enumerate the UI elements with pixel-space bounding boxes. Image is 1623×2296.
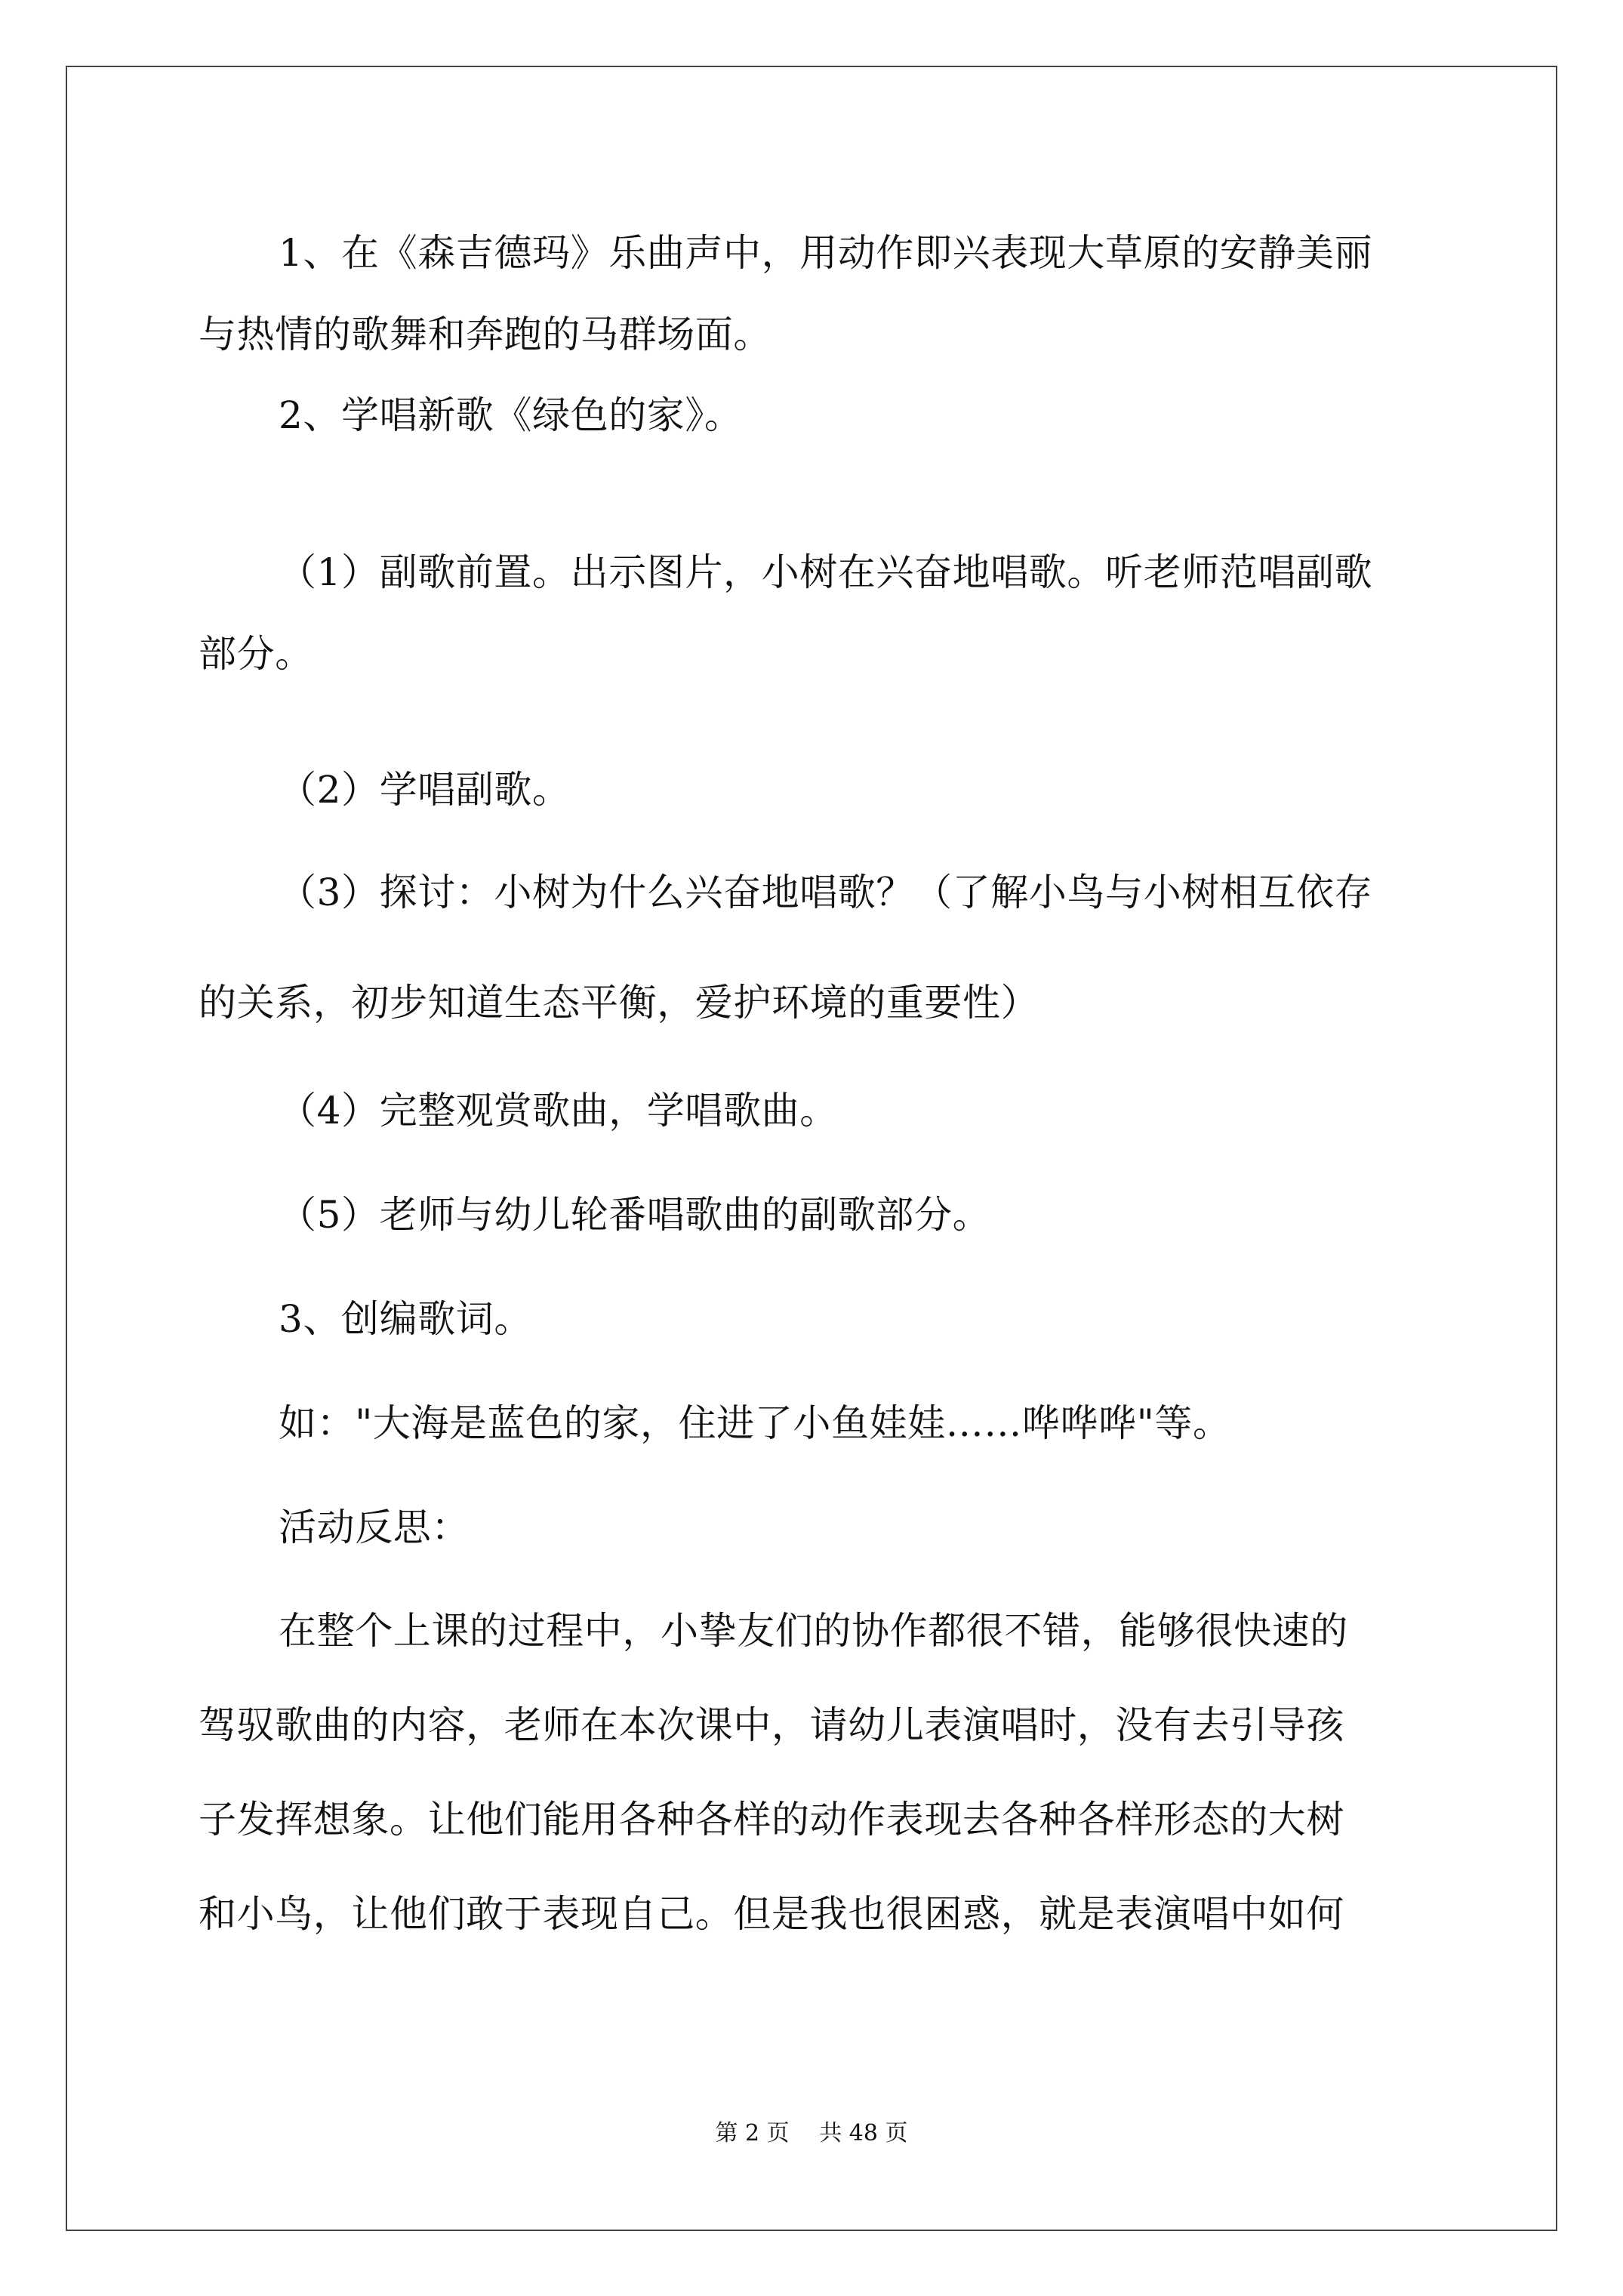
- paragraph-line: （1）副歌前置。出示图片，小树在兴奋地唱歌。听老师范唱副歌: [279, 550, 1373, 594]
- paragraph-line: （5）老师与幼儿轮番唱歌曲的副歌部分。: [279, 1193, 991, 1237]
- paragraph-line: 3、创编歌词。: [279, 1297, 533, 1341]
- paragraph-line: 的关系，初步知道生态平衡，爱护环境的重要性）: [199, 981, 1039, 1025]
- paragraph-line: 如："大海是蓝色的家，住进了小鱼娃娃……哗哗哗"等。: [279, 1401, 1231, 1445]
- paragraph-line: （3）探讨：小树为什么兴奋地唱歌？（了解小鸟与小树相互依存: [279, 871, 1373, 914]
- paragraph-line: 1、在《森吉德玛》乐曲声中，用动作即兴表现大草原的安静美丽: [279, 231, 1373, 275]
- page-total: 共 48 页: [819, 2120, 908, 2147]
- paragraph-line: 驾驭歌曲的内容，老师在本次课中，请幼儿表演唱时，没有去引导孩: [199, 1703, 1344, 1747]
- page-number: 第 2 页: [715, 2120, 790, 2147]
- paragraph-line: 和小鸟，让他们敢于表现自己。但是我也很困惑，就是表演唱中如何: [199, 1892, 1344, 1936]
- paragraph-line: 在整个上课的过程中，小挚友们的协作都很不错，能够很快速的: [279, 1609, 1348, 1653]
- paragraph-line: 与热情的歌舞和奔跑的马群场面。: [199, 313, 771, 356]
- paragraph-line: （2）学唱副歌。: [279, 768, 571, 812]
- page-footer: [0, 2120, 1623, 2147]
- paragraph-line: 活动反思：: [279, 1505, 470, 1549]
- paragraph-line: 部分。: [199, 632, 313, 676]
- paragraph-line: 2、学唱新歌《绿色的家》。: [279, 393, 743, 437]
- paragraph-line: （4）完整观赏歌曲，学唱歌曲。: [279, 1089, 838, 1133]
- paragraph-line: 子发挥想象。让他们能用各种各样的动作表现去各种各样形态的大树: [199, 1798, 1344, 1841]
